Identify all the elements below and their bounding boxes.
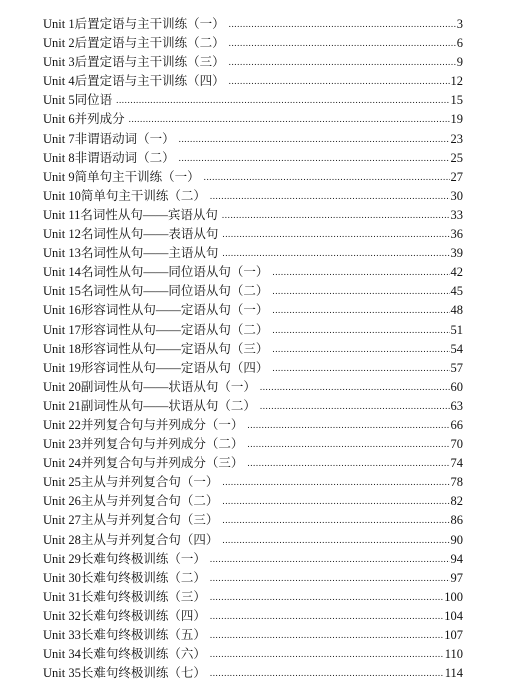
toc-entry-page-number: 74	[450, 456, 463, 471]
toc-entry-title: Unit 9简单句主干训练（一）	[43, 169, 200, 184]
toc-entry-page-number: 19	[450, 112, 463, 127]
toc-entry[interactable]	[43, 531, 463, 550]
toc-entry-page-number: 70	[450, 437, 463, 452]
dot-leader	[129, 110, 450, 129]
toc-entry[interactable]	[43, 569, 463, 588]
toc-entry[interactable]	[43, 511, 463, 530]
toc-entry[interactable]	[43, 72, 463, 91]
toc-entry-title: Unit 35长难句终极训练（七）	[43, 666, 206, 681]
dot-leader	[222, 531, 449, 550]
toc-entry[interactable]	[43, 607, 463, 626]
toc-entry-title: Unit 12名词性从句——表语从句	[43, 227, 219, 242]
dot-leader	[272, 359, 449, 378]
toc-entry-page-number: 6	[456, 36, 463, 51]
dot-leader	[229, 15, 456, 34]
dot-leader	[229, 34, 456, 53]
dot-leader	[247, 416, 449, 435]
toc-entry-title: Unit 25主从与并列复合句（一）	[43, 475, 219, 490]
toc-entry-page-number: 78	[450, 475, 463, 490]
toc-entry[interactable]	[43, 149, 463, 168]
toc-entry-title: Unit 28主从与并列复合句（四）	[43, 532, 219, 547]
toc-entry-page-number: 82	[450, 494, 463, 509]
toc-entry-title: Unit 31长难句终极训练（三）	[43, 589, 206, 604]
dot-leader	[210, 187, 450, 206]
toc-entry-title: Unit 27主从与并列复合句（三）	[43, 513, 219, 528]
dot-leader	[222, 511, 449, 530]
toc-entry-page-number: 12	[450, 74, 463, 89]
toc-entry-title: Unit 24并列复合句与并列成分（三）	[43, 456, 244, 471]
toc-entry-title: Unit 14名词性从句——同位语从句（一）	[43, 265, 269, 280]
toc-entry[interactable]	[43, 454, 463, 473]
toc-entry-page-number: 90	[450, 532, 463, 547]
dot-leader	[222, 492, 449, 511]
toc-entry-page-number: 36	[450, 227, 463, 242]
dot-leader	[222, 225, 449, 244]
dot-leader	[272, 282, 449, 301]
toc-entry[interactable]	[43, 91, 463, 110]
toc-entry[interactable]	[43, 282, 463, 301]
toc-entry-title: Unit 23并列复合句与并列成分（二）	[43, 437, 244, 452]
toc-entry-title: Unit 2后置定语与主干训练（二）	[43, 36, 225, 51]
dot-leader	[247, 454, 449, 473]
toc-entry-title: Unit 10简单句主干训练（二）	[43, 188, 206, 203]
dot-leader	[222, 473, 449, 492]
toc-entry[interactable]	[43, 588, 463, 607]
dot-leader	[272, 321, 449, 340]
dot-leader	[210, 607, 443, 626]
dot-leader	[210, 569, 450, 588]
toc-entry-page-number: 60	[450, 379, 463, 394]
table-of-contents	[43, 15, 463, 683]
toc-entry-title: Unit 6并列成分	[43, 112, 125, 127]
toc-entry-page-number: 114	[444, 666, 463, 681]
toc-entry-title: Unit 22并列复合句与并列成分（一）	[43, 417, 244, 432]
toc-entry[interactable]	[43, 168, 463, 187]
toc-entry-page-number: 63	[450, 398, 463, 413]
toc-entry[interactable]	[43, 550, 463, 569]
dot-leader	[210, 664, 444, 683]
dot-leader	[179, 149, 450, 168]
dot-leader	[247, 435, 449, 454]
toc-entry[interactable]	[43, 340, 463, 359]
toc-entry-page-number: 48	[450, 303, 463, 318]
toc-entry-page-number: 23	[450, 131, 463, 146]
dot-leader	[116, 91, 449, 110]
dot-leader	[272, 263, 449, 282]
toc-entry[interactable]	[43, 626, 463, 645]
dot-leader	[272, 340, 449, 359]
toc-entry-title: Unit 3后置定语与主干训练（三）	[43, 55, 225, 70]
toc-entry-title: Unit 20副词性从句——状语从句（一）	[43, 379, 256, 394]
dot-leader	[210, 626, 443, 645]
dot-leader	[210, 645, 444, 664]
dot-leader	[204, 168, 450, 187]
toc-entry-page-number: 42	[450, 265, 463, 280]
toc-entry-title: Unit 29长难句终极训练（一）	[43, 551, 206, 566]
toc-entry-title: Unit 7非谓语动词（一）	[43, 131, 175, 146]
toc-entry-page-number: 97	[450, 570, 463, 585]
toc-entry[interactable]	[43, 664, 463, 683]
toc-entry-page-number: 15	[450, 93, 463, 108]
dot-leader	[222, 244, 449, 263]
toc-entry-title: Unit 1后置定语与主干训练（一）	[43, 17, 225, 31]
toc-entry-title: Unit 26主从与并列复合句（二）	[43, 494, 219, 509]
toc-entry-title: Unit 33长难句终极训练（五）	[43, 628, 206, 642]
toc-entry-page-number: 25	[450, 150, 463, 165]
toc-entry[interactable]	[43, 645, 463, 664]
toc-entry-page-number: 86	[450, 513, 463, 528]
toc-entry-page-number: 45	[450, 284, 463, 299]
dot-leader	[229, 72, 450, 91]
toc-entry-title: Unit 4后置定语与主干训练（四）	[43, 74, 225, 89]
toc-entry-page-number: 104	[444, 608, 463, 623]
toc-entry-title: Unit 19形容词性从句——定语从句（四）	[43, 360, 269, 375]
dot-leader	[272, 301, 449, 320]
toc-entry-page-number: 57	[450, 360, 463, 375]
dot-leader	[179, 130, 450, 149]
toc-entry-page-number: 110	[444, 647, 463, 662]
toc-entry-page-number: 100	[444, 589, 463, 604]
toc-entry[interactable]	[43, 435, 463, 454]
toc-entry-title: Unit 11名词性从句——宾语从句	[43, 207, 218, 222]
toc-entry-title: Unit 15名词性从句——同位语从句（二）	[43, 284, 269, 299]
toc-entry-title: Unit 21副词性从句——状语从句（二）	[43, 398, 256, 413]
toc-entry-title: Unit 32长难句终极训练（四）	[43, 608, 206, 623]
dot-leader	[260, 397, 450, 416]
toc-entry[interactable]	[43, 130, 463, 149]
toc-entry[interactable]	[43, 359, 463, 378]
toc-entry[interactable]	[43, 492, 463, 511]
toc-entry-title: Unit 17形容词性从句——定语从句（二）	[43, 322, 269, 337]
toc-entry-page-number: 33	[450, 207, 463, 222]
dot-leader	[210, 550, 450, 569]
toc-entry[interactable]	[43, 416, 463, 435]
toc-entry[interactable]	[43, 225, 463, 244]
toc-entry-title: Unit 18形容词性从句——定语从句（三）	[43, 341, 269, 356]
toc-entry-page-number: 51	[450, 322, 463, 337]
toc-entry-title: Unit 34长难句终极训练（六）	[43, 647, 206, 662]
toc-entry[interactable]	[43, 53, 463, 72]
toc-entry-page-number: 3	[456, 17, 463, 31]
toc-entry-page-number: 9	[456, 55, 463, 70]
toc-entry[interactable]	[43, 15, 463, 34]
toc-entry[interactable]	[43, 187, 463, 206]
toc-entry-page-number: 27	[450, 169, 463, 184]
toc-entry[interactable]	[43, 110, 463, 129]
toc-entry[interactable]	[43, 34, 463, 53]
toc-entry-page-number: 54	[450, 341, 463, 356]
toc-entry[interactable]	[43, 301, 463, 320]
toc-entry[interactable]	[43, 321, 463, 340]
toc-entry-page-number: 107	[444, 628, 463, 642]
toc-entry-title: Unit 16形容词性从句——定语从句（一）	[43, 303, 269, 318]
toc-entry-title: Unit 8非谓语动词（二）	[43, 150, 175, 165]
toc-entry[interactable]	[43, 206, 463, 225]
dot-leader	[260, 378, 450, 397]
toc-entry-title: Unit 30长难句终极训练（二）	[43, 570, 206, 585]
toc-entry[interactable]	[43, 263, 463, 282]
dot-leader	[210, 588, 443, 607]
dot-leader	[222, 206, 450, 225]
toc-entry-page-number: 30	[450, 188, 463, 203]
toc-entry-page-number: 39	[450, 246, 463, 261]
toc-entry-title: Unit 13名词性从句——主语从句	[43, 246, 219, 261]
toc-entry[interactable]	[43, 378, 463, 397]
toc-entry[interactable]	[43, 244, 463, 263]
toc-entry-page-number: 94	[450, 551, 463, 566]
toc-entry-title: Unit 5同位语	[43, 93, 113, 108]
toc-entry[interactable]	[43, 397, 463, 416]
toc-entry-page-number: 66	[450, 417, 463, 432]
toc-entry[interactable]	[43, 473, 463, 492]
dot-leader	[229, 53, 456, 72]
